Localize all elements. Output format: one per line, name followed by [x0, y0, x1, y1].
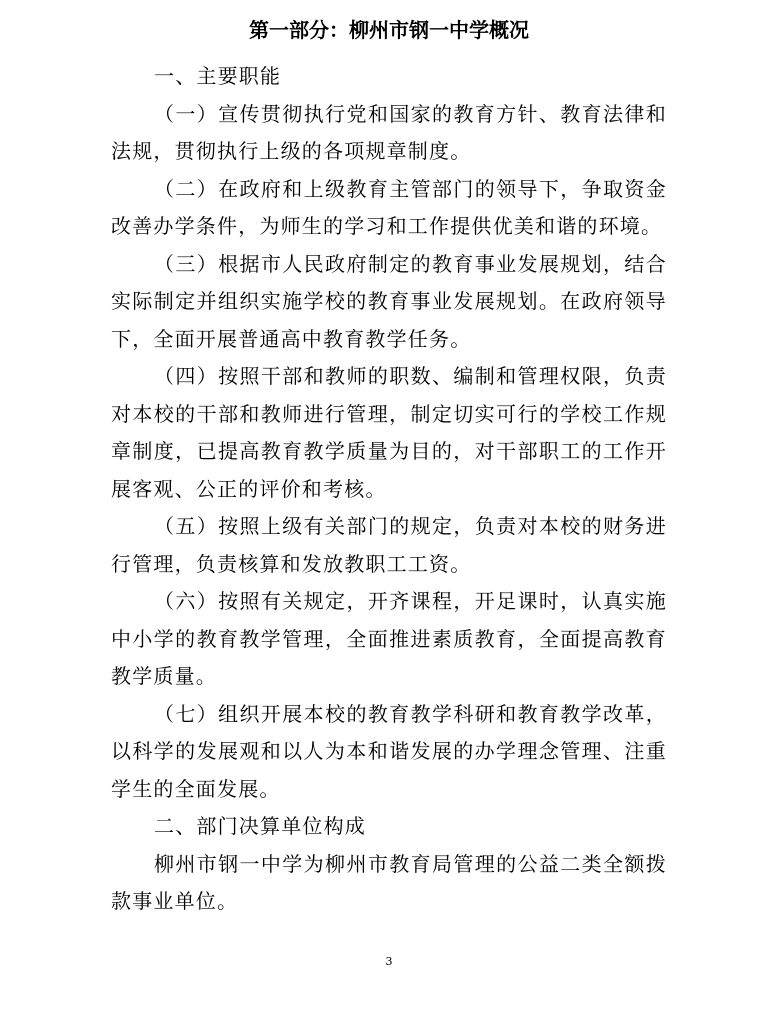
section-heading-unit-composition: 二、部门决算单位构成 — [154, 814, 366, 838]
page-title: 第一部分：柳州市钢一中学概况 — [249, 18, 529, 42]
function-item-3: （三）根据市人民政府制定的教育事业发展规划，结合实际制定并组织实施学校的教育事业发展规划。在政府领导下，全面开展普通高中教育教学任务。 — [111, 251, 667, 351]
function-item-6: （六）按照有关规定，开齐课程，开足课时，认真实施中小学的教育教学管理，全面推进素质教育，全面提高教育教学质量。 — [111, 589, 667, 688]
document-body — [111, 58, 667, 921]
section-heading-main-functions: 一、主要职能 — [154, 64, 282, 88]
unit-composition-text: 柳州市钢一中学为柳州市教育局管理的公益二类全额拨款事业单位。 — [111, 851, 667, 913]
function-item-5: （五）按照上级有关部门的规定，负责对本校的财务进行管理，负责核算和发放教职工工资。 — [111, 514, 667, 576]
function-item-4: （四）按照干部和教师的职数、编制和管理权限，负责对本校的干部和教师进行管理，制定切实可行的学校工作规章制度，已提高教育教学质量为目的，对干部职工的工作开展客观、公正的评价和考核。 — [111, 364, 667, 501]
page-number: 3 — [385, 955, 393, 968]
function-item-2: （二）在政府和上级教育主管部门的领导下，争取资金改善办学条件，为师生的学习和工作提供优美和谐的环境。 — [111, 176, 667, 238]
function-item-7: （七）组织开展本校的教育教学科研和教育教学改革，以科学的发展观和以人为本和谐发展的办学理念管理、注重学生的全面发展。 — [111, 701, 667, 801]
function-item-1: （一）宣传贯彻执行党和国家的教育方针、教育法律和法规，贯彻执行上级的各项规章制度。 — [111, 101, 667, 163]
